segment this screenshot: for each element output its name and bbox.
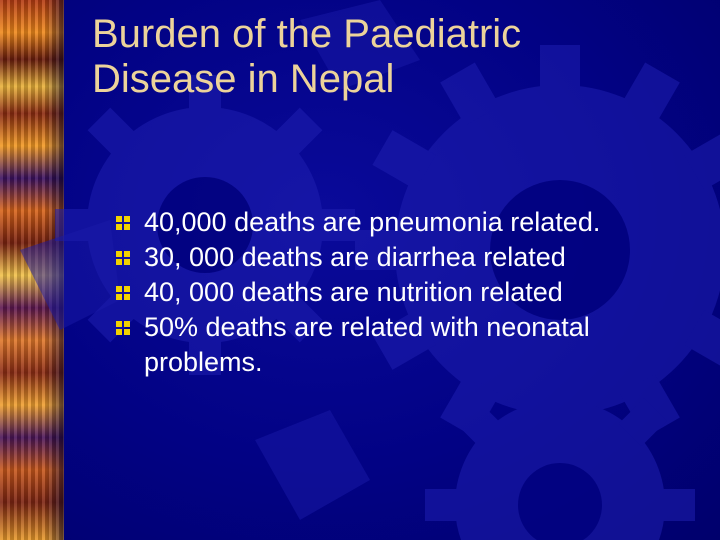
bullet-text: 40,000 deaths are pneumonia related. <box>144 207 601 237</box>
list-item <box>116 275 706 310</box>
bullet-text: 40, 000 deaths are nutrition related <box>144 277 563 307</box>
square-grid-bullet-icon <box>116 286 130 300</box>
slide-title <box>92 12 692 102</box>
bullet-list <box>116 205 706 380</box>
square-grid-bullet-icon <box>116 251 130 265</box>
square-grid-bullet-icon <box>116 321 130 335</box>
title-line: Disease in Nepal <box>92 57 395 101</box>
bullet-text: 30, 000 deaths are diarrhea related <box>144 242 566 272</box>
list-item <box>116 310 706 380</box>
square-grid-bullet-icon <box>116 216 130 230</box>
title-line: Burden of the Paediatric <box>92 12 522 56</box>
list-item <box>116 205 706 240</box>
bullet-text: 50% deaths are related with neonatal problems. <box>144 312 590 377</box>
list-item <box>116 240 706 275</box>
